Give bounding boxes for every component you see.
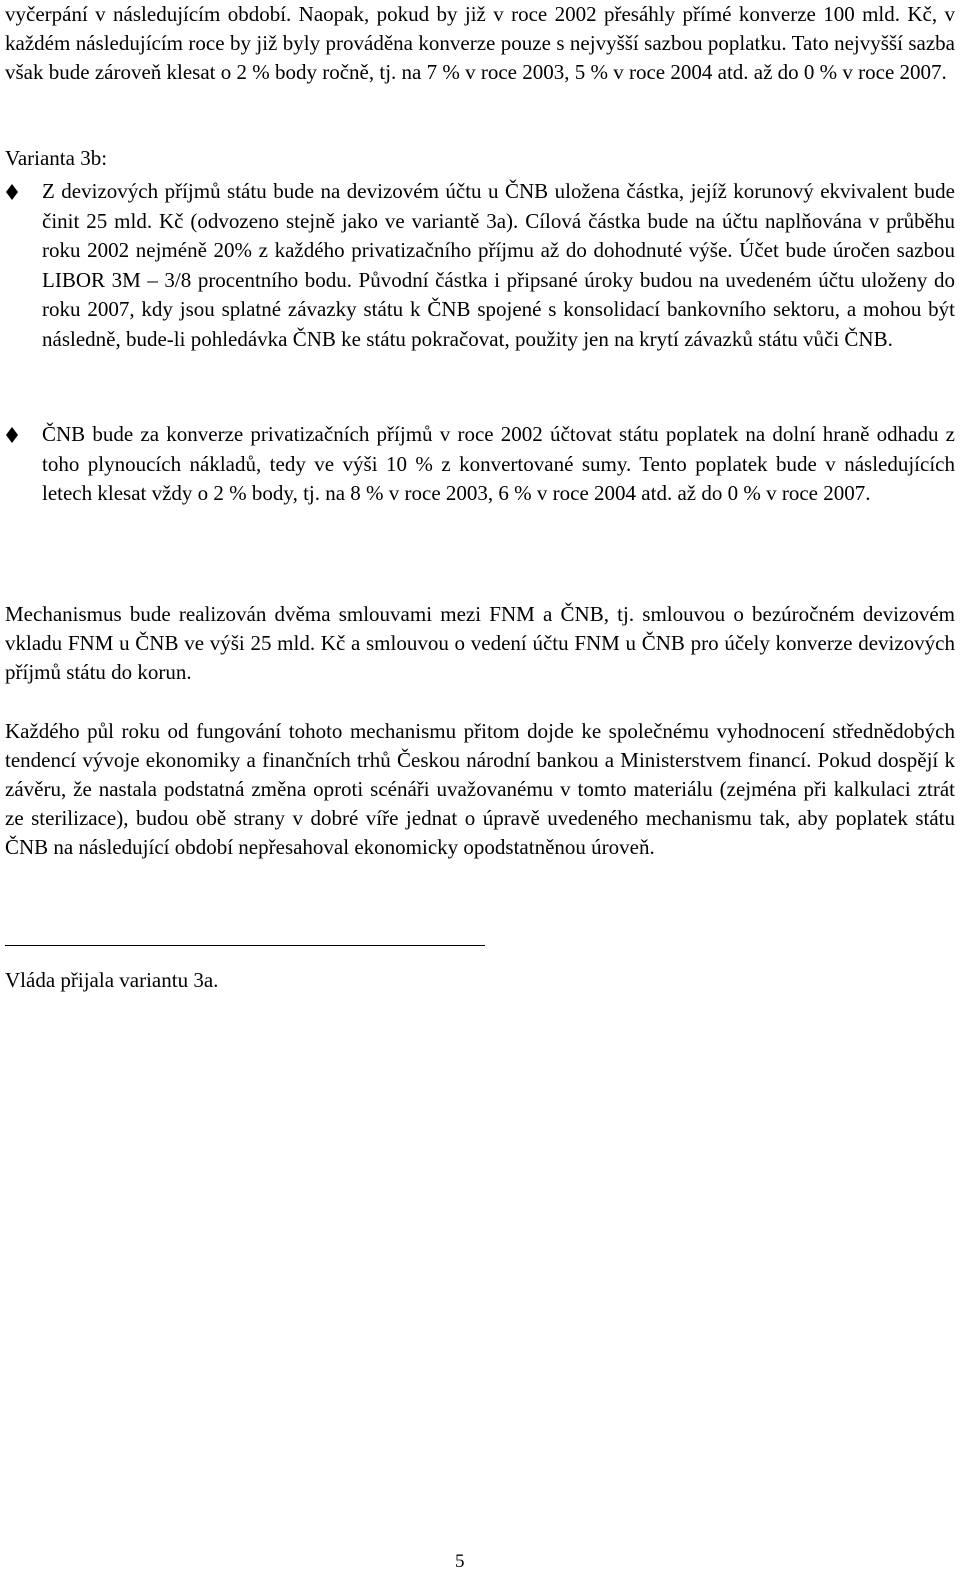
variant-3b-heading: Varianta 3b: [5, 146, 108, 170]
paragraph-decision: Vláda přijala variantu 3a. [5, 968, 219, 992]
page-number: 5 [455, 1551, 465, 1572]
paragraph-mechanism: Mechanismus bude realizován dvěma smlouvami mezi FNM a ČNB, tj. smlouvou o bezúročném devizovém vkladu FNM u ČNB ve výši 25 mld. Kč a smlouvou o vedení účtu FNM u ČNB pro účely konverze devizových příjmů státu do korun. [5, 602, 955, 684]
bullet-text: Z devizových příjmů státu bude na devizovém účtu u ČNB uložena částka, jejíž korunový ekvivalent bude činit 25 mld. Kč (odvozeno stejně jako ve variantě 3a). Cílová částka bude na účtu naplňována v průběhu roku 2002 nejméně 20% z každého privatizačního příjmu až do dohodnuté výše. Účet bude úročen sazbou LIBOR 3M – 3/8 procentního bodu. Původní částka i připsané úroky budou na uvedeném účtu uloženy do roku 2007, kdy jsou splatné závazky státu k ČNB spojené s konsolidací bankovního sektoru, a mohou být následně, bude-li pohledávka ČNB ke státu pokračovat, použity jen na krytí závazků státu vůči ČNB. [42, 179, 955, 351]
diamond-bullet-icon [5, 184, 19, 200]
paragraph-evaluation: Každého půl roku od fungování tohoto mechanismu přitom dojde ke společnému vyhodnocení střednědobých tendencí vývoje ekonomiky a finančních trhů Českou národní bankou a Ministerstvem financí. Pokud dospějí k závěru, že nastala podstatná změna oproti scénáři uvažovanému v tomto materiálu (zejména při kalkulaci ztrát ze sterilizace), budou obě strany v dobré víře jednat o úpravě uvedeného mechanismu tak, aby poplatek státu ČNB na následující období nepřesahoval ekonomicky opodstatněnou úroveň. [5, 719, 955, 859]
separator-line [5, 945, 485, 946]
paragraph-intro: vyčerpání v následujícím období. Naopak, pokud by již v roce 2002 přesáhly přímé konverze 100 mld. Kč, v každém následujícím roce by již byly prováděna konverze pouze s nejvyšší sazbou poplatku. Tato nejvyšší sazba však bude zároveň klesat o 2 % body ročně, tj. na 7 % v roce 2003, 5 % v roce 2004 atd. až do 0 % v roce 2007. [5, 2, 955, 84]
diamond-bullet-icon [5, 427, 19, 443]
bullet-text: ČNB bude za konverze privatizačních příjmů v roce 2002 účtovat státu poplatek na dolní hraně odhadu z toho plynoucích nákladů, tedy ve výši 10 % z konvertované sumy. Tento poplatek bude v následujících letech klesat vždy o 2 % body, tj. na 8 % v roce 2003, 6 % v roce 2004 atd. až do 0 % v roce 2007. [42, 422, 955, 505]
